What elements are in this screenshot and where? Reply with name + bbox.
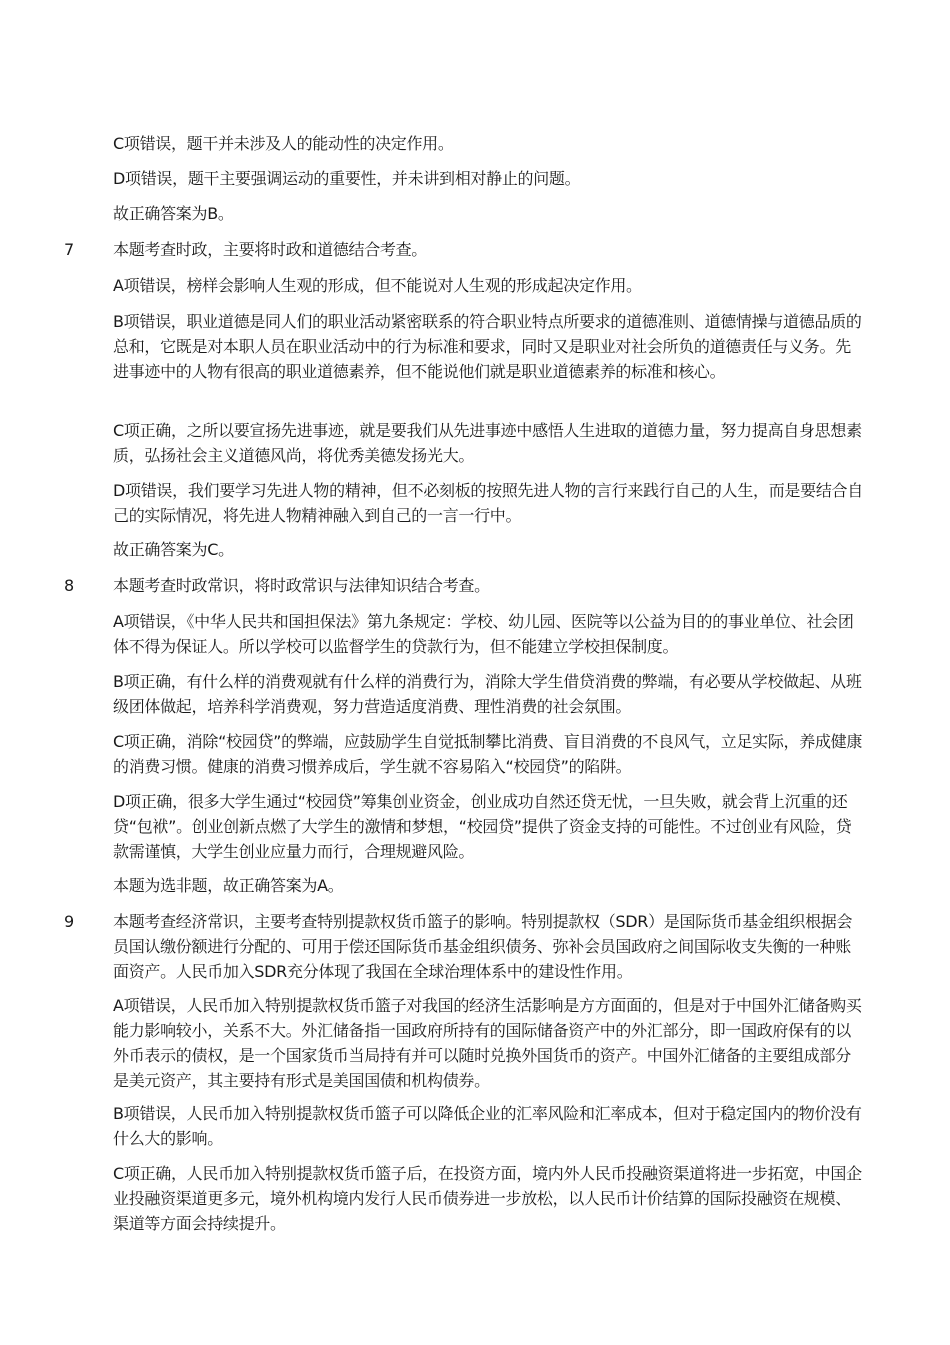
paragraph: B项正确，有什么样的消费观就有什么样的消费行为，消除大学生借贷消费的弊端，有必要从学校做起、从班级团体做起，培养科学消费观，努力营造适度消费、理性消费的社会氛围。 xyxy=(113,672,862,716)
paragraph: D项错误，我们要学习先进人物的精神，但不必刻板的按照先进人物的言行来践行自己的人生，而是要结合自己的实际情况，将先进人物精神融入到自己的一言一行中。 xyxy=(113,481,863,525)
paragraph: C项正确，消除“校园贷”的弊端，应鼓励学生自觉抵制攀比消费、盲目消费的不良风气，立足实际，养成健康的消费习惯。健康的消费习惯养成后，学生就不容易陷入“校园贷”的陷阱。 xyxy=(113,732,863,776)
paragraph: 故正确答案为B。 xyxy=(113,204,234,223)
paragraph: D项错误，题干主要强调运动的重要性，并未讲到相对静止的问题。 xyxy=(113,169,581,188)
paragraph: B项错误，人民币加入特别提款权货币篮子可以降低企业的汇率风险和汇率成本，但对于稳定国内的物价没有什么大的影响。 xyxy=(113,1104,862,1148)
paragraph: C项错误，题干并未涉及人的能动性的决定作用。 xyxy=(113,134,454,153)
paragraph: B项错误，职业道德是同人们的职业活动紧密联系的符合职业特点所要求的道德准则、道德情操与道德品质的总和，它既是对本职人员在职业活动中的行为标准和要求，同时又是职业对社会所负的道德责任与义务。先进事迹中的人物有很高的职业道德素养，但不能说他们就是职业道德素养的标准和核心。 xyxy=(113,312,862,381)
paragraph: A项错误，《中华人民共和国担保法》第九条规定：学校、幼儿园、医院等以公益为目的的事业单位、社会团体不得为保证人。所以学校可以监督学生的贷款行为，但不能建立学校担保制度。 xyxy=(113,612,854,656)
paragraph: A项错误，榜样会影响人生观的形成，但不能说对人生观的形成起决定作用。 xyxy=(113,276,642,295)
paragraph: C项正确，人民币加入特别提款权货币篮子后，在投资方面，境内外人民币投融资渠道将进一步拓宽，中国企业投融资渠道更多元，境外机构境内发行人民币债券进一步放松，以人民币计价结算的国际投融资在规模、渠道等方面会持续提升。 xyxy=(113,1164,862,1233)
paragraph: 本题考查经济常识，主要考查特别提款权货币篮子的影响。特别提款权（SDR）是国际货币基金组织根据会员国认缴份额进行分配的、可用于偿还国际货币基金组织债务、弥补会员国政府之间国际收支失衡的一种账面资产。人民币加入SDR充分体现了我国在全球治理体系中的建设性作用。 xyxy=(113,912,853,981)
paragraph: D项正确，很多大学生通过“校园贷”筹集创业资金，创业成功自然还贷无忧，一旦失败，就会背上沉重的还贷“包袱”。创业创新点燃了大学生的激情和梦想，“校园贷”提供了资金支持的可能性。不过创业有风险，贷款需谨慎，大学生创业应量力而行，合理规避风险。 xyxy=(113,792,852,861)
question-number: 7 xyxy=(64,240,75,259)
question-number: 8 xyxy=(64,576,75,595)
paragraph: 故正确答案为C。 xyxy=(113,540,234,559)
question-number: 9 xyxy=(64,912,75,931)
paragraph: 本题考查时政，主要将时政和道德结合考查。 xyxy=(113,240,428,259)
paragraph: C项正确，之所以要宣扬先进事迹，就是要我们从先进事迹中感悟人生进取的道德力量，努力提高自身思想素质，弘扬社会主义道德风尚，将优秀美德发扬光大。 xyxy=(113,421,862,465)
paragraph: A项错误，人民币加入特别提款权货币篮子对我国的经济生活影响是方方面面的，但是对于中国外汇储备购买能力影响较小，关系不大。外汇储备指一国政府所持有的国际储备资产中的外汇部分，即一国政府保有的以外币表示的债权，是一个国家货币当局持有并可以随时兑换外国货币的资产。中国外汇储备的主要组成部分是美元资产，其主要持有形式是美国国债和机构债券。 xyxy=(113,996,862,1090)
paragraph: 本题考查时政常识，将时政常识与法律知识结合考查。 xyxy=(113,576,490,595)
paragraph: 本题为选非题，故正确答案为A。 xyxy=(113,876,344,895)
